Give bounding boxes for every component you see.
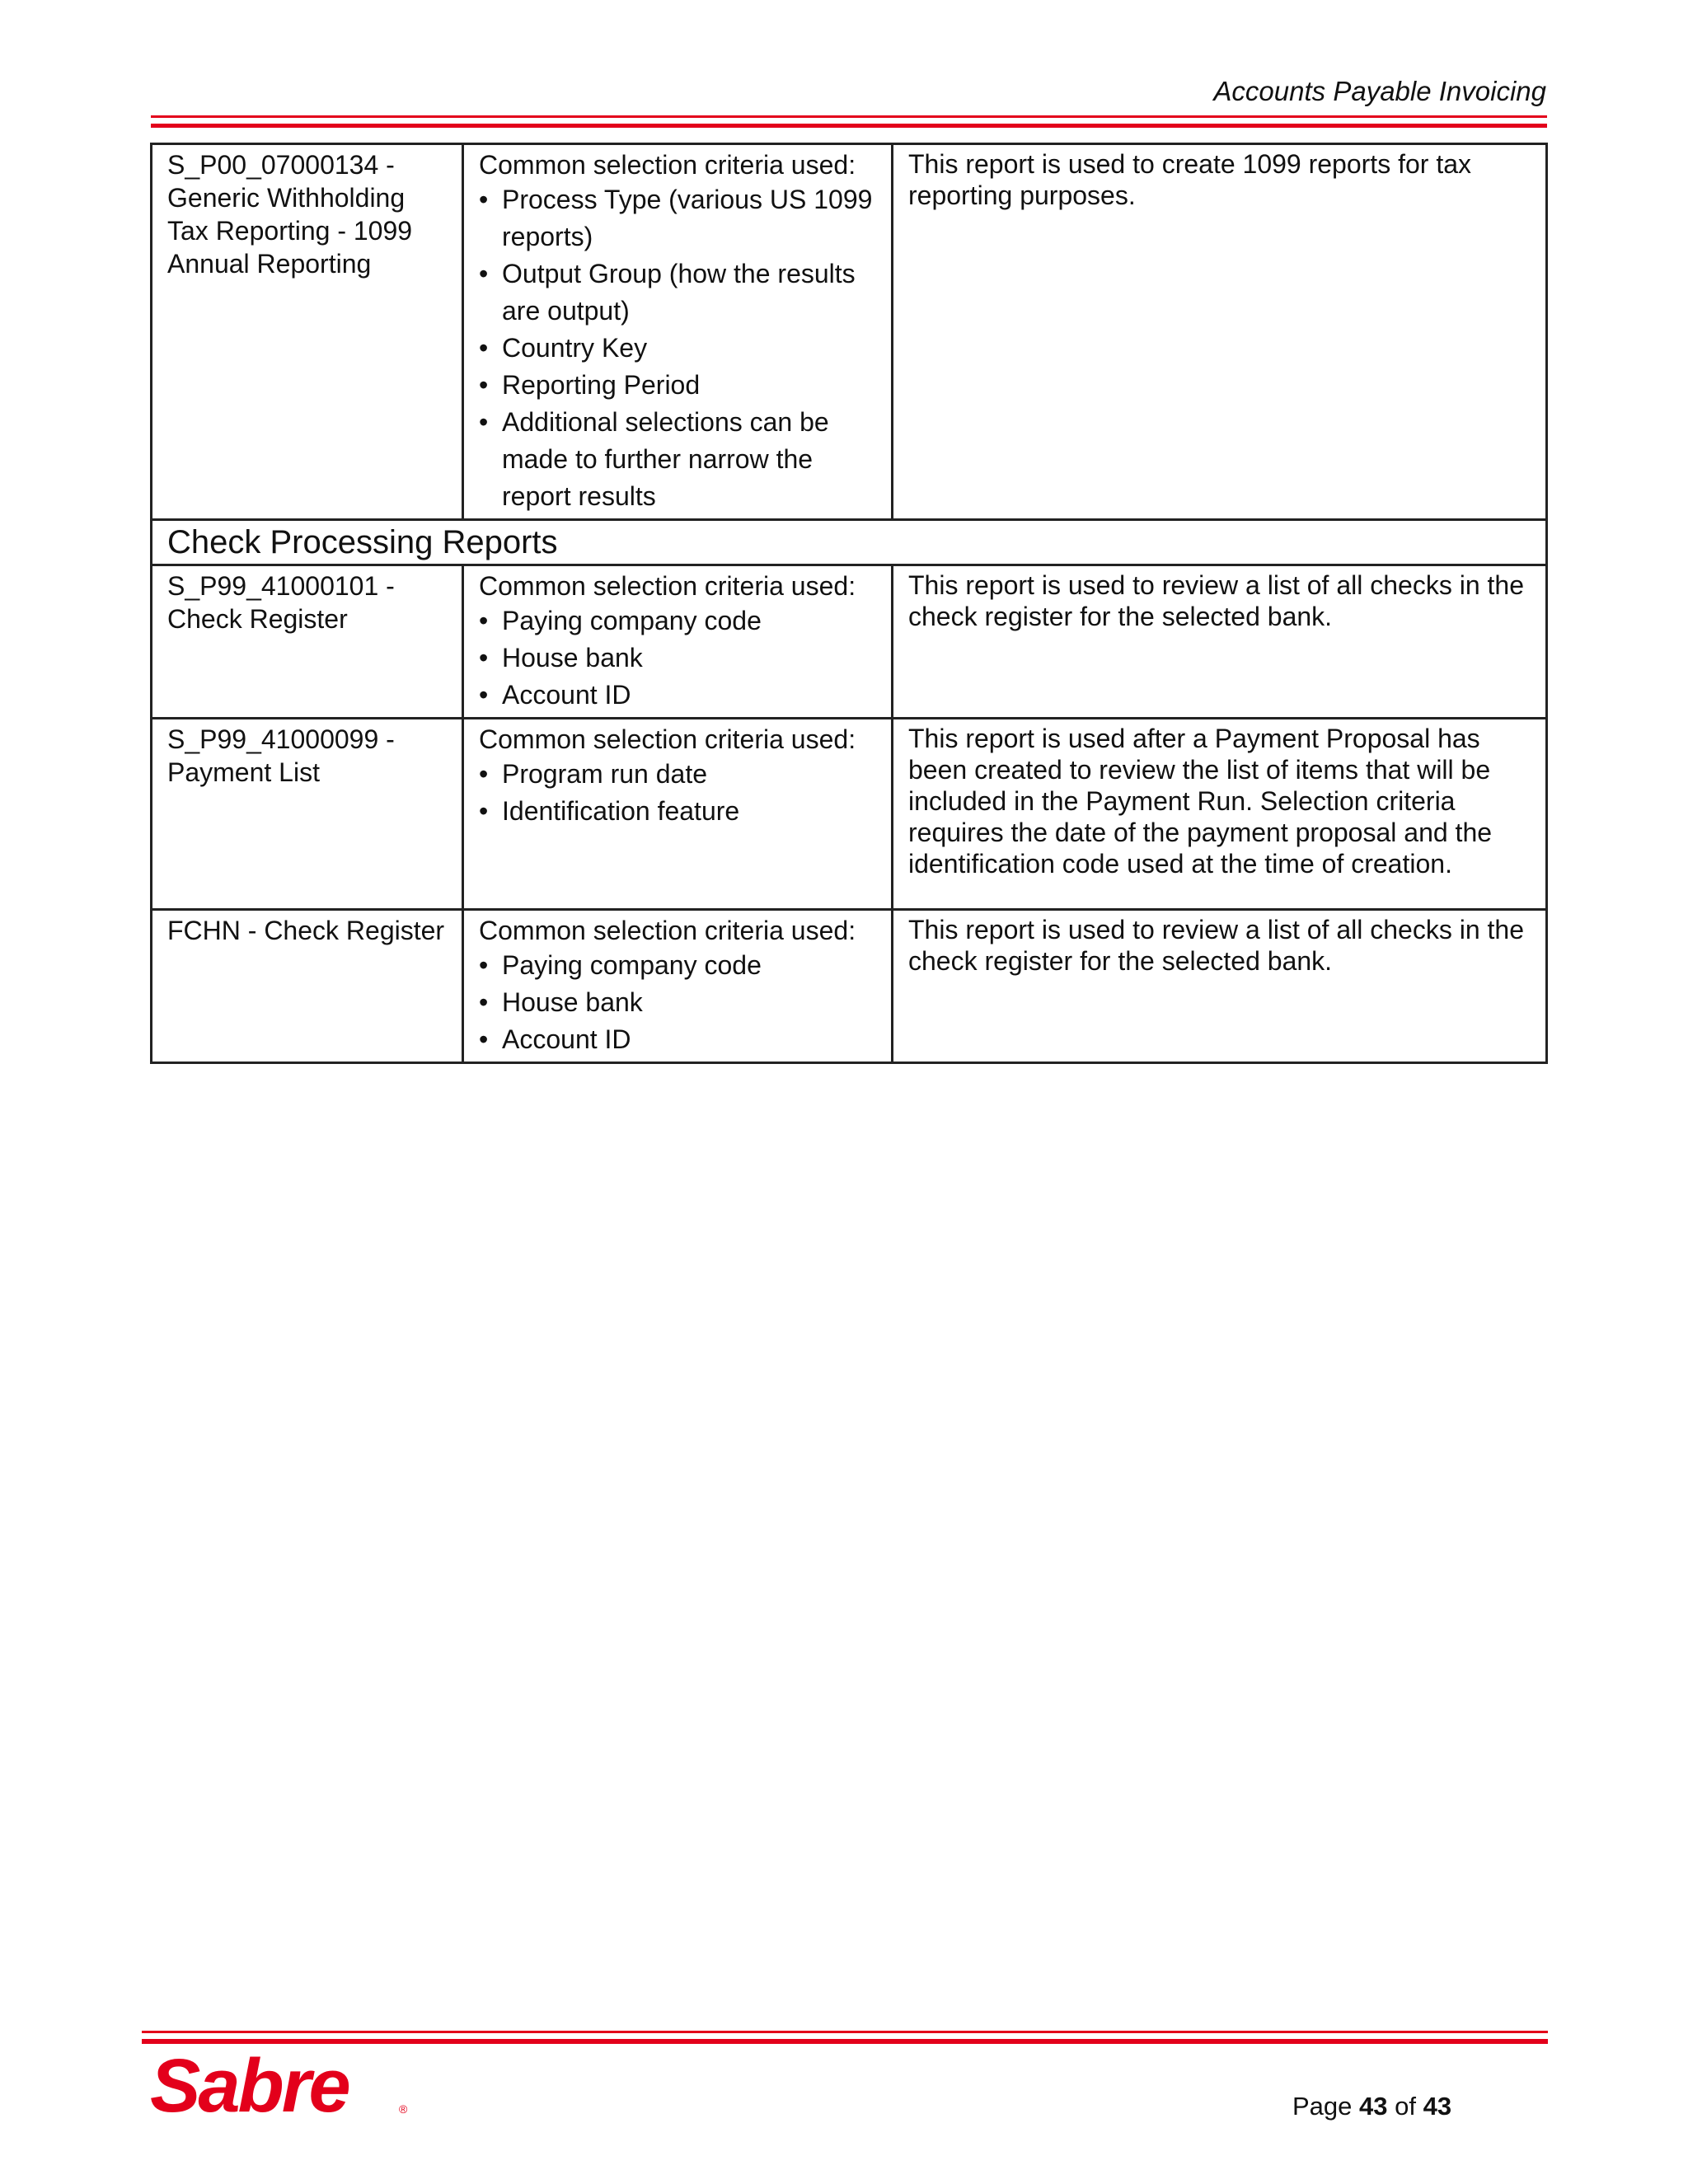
table-row xyxy=(152,719,1547,910)
criteria-cell xyxy=(463,144,893,520)
criteria-list xyxy=(479,947,878,1058)
page-total: 43 xyxy=(1423,2092,1452,2121)
criteria-list xyxy=(479,756,878,830)
criteria-list xyxy=(479,602,878,714)
table-row xyxy=(152,565,1547,719)
list-item: • Account ID xyxy=(479,1021,878,1058)
description-cell xyxy=(893,719,1547,910)
list-item: • Additional selections can be made to further narrow the report results xyxy=(479,404,878,515)
table-row xyxy=(152,910,1547,1063)
description-text: This report is used to review a list of all checks in the check register for the selected bank. xyxy=(908,915,1524,976)
criteria-cell xyxy=(463,719,893,910)
criteria-list xyxy=(479,181,878,515)
report-name-cell: S_P99_41000099 - Payment List xyxy=(152,719,463,910)
document-header-title: Accounts Payable Invoicing xyxy=(1213,76,1546,106)
criteria-lead: Common selection criteria used: xyxy=(479,150,856,180)
description-cell xyxy=(893,565,1547,719)
header-rule-top xyxy=(151,115,1547,118)
description-text: This report is used after a Payment Proposal has been created to review the list of items that will be included in the Payment Run. Selection criteria requires the date of the payment proposal and the identification code used at the time of creation. xyxy=(908,724,1493,879)
criteria-lead: Common selection criteria used: xyxy=(479,916,856,945)
criteria-lead: Common selection criteria used: xyxy=(479,724,856,754)
page-prefix: Page xyxy=(1292,2092,1353,2121)
list-item: • Process Type (various US 1099 reports) xyxy=(479,181,878,255)
list-item: • House bank xyxy=(479,640,878,677)
criteria-cell xyxy=(463,910,893,1063)
list-item: • Identification feature xyxy=(479,793,878,830)
report-name-cell: S_P99_41000101 - Check Register xyxy=(152,565,463,719)
list-item: • Program run date xyxy=(479,756,878,793)
description-text: This report is used to create 1099 reports for tax reporting purposes. xyxy=(908,149,1471,210)
list-item: • Output Group (how the results are output) xyxy=(479,255,878,330)
section-heading: Check Processing Reports xyxy=(152,520,1547,565)
reports-table xyxy=(150,143,1548,1064)
footer-rule-top xyxy=(142,2031,1548,2033)
sabre-logo xyxy=(147,2042,427,2133)
header-rule-bottom xyxy=(151,124,1547,128)
list-item: • Account ID xyxy=(479,677,878,714)
report-name-cell: S_P00_07000134 - Generic Withholding Tax Reporting - 1099 Annual Reporting xyxy=(152,144,463,520)
criteria-lead: Common selection criteria used: xyxy=(479,571,856,601)
sabre-logo-text: Sabre xyxy=(150,2044,349,2128)
list-item: • Paying company code xyxy=(479,602,878,640)
page-separator: of xyxy=(1395,2092,1416,2121)
svg-text:®: ® xyxy=(399,2102,408,2116)
report-name-cell: FCHN - Check Register xyxy=(152,910,463,1063)
list-item: • Reporting Period xyxy=(479,367,878,404)
description-text: This report is used to review a list of all checks in the check register for the selected bank. xyxy=(908,570,1524,631)
description-cell xyxy=(893,910,1547,1063)
page-current: 43 xyxy=(1359,2092,1388,2121)
table-row xyxy=(152,144,1547,520)
section-row xyxy=(152,520,1547,565)
page-number xyxy=(1292,2092,1451,2121)
list-item: • Country Key xyxy=(479,330,878,367)
criteria-cell xyxy=(463,565,893,719)
description-cell xyxy=(893,144,1547,520)
list-item: • Paying company code xyxy=(479,947,878,984)
list-item: • House bank xyxy=(479,984,878,1021)
